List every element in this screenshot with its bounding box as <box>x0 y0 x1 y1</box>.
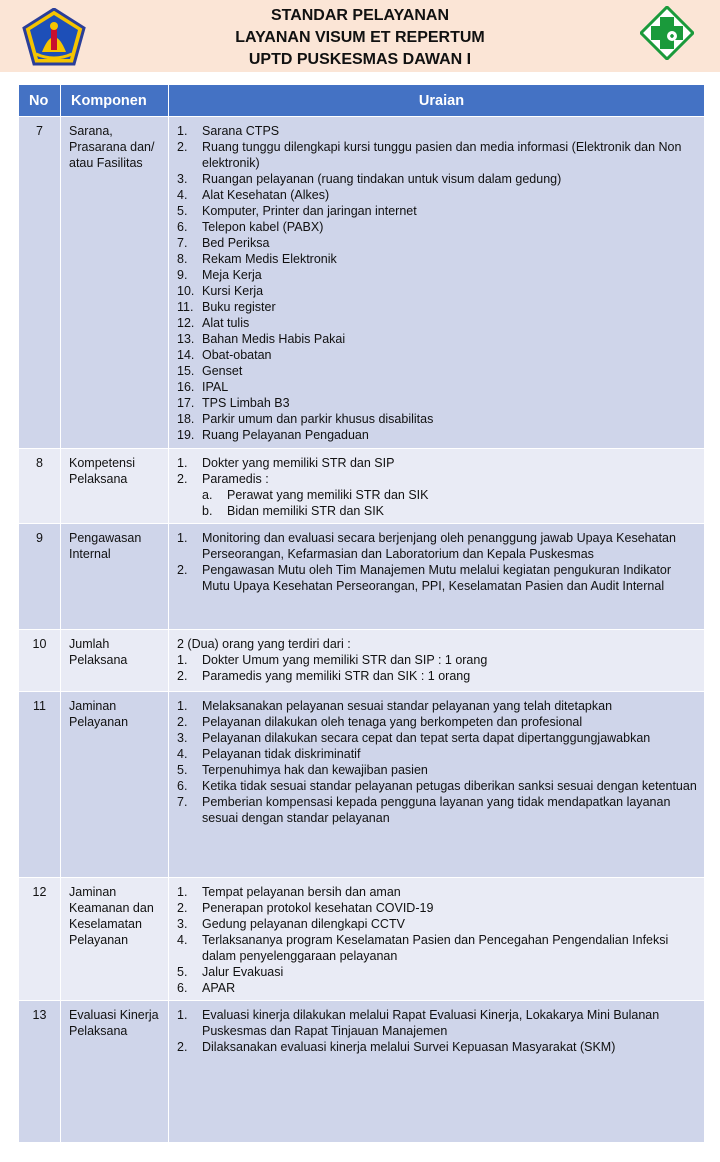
list-item-number: 3. <box>177 731 188 745</box>
list-item-number: 2. <box>177 669 188 683</box>
list-item <box>177 251 698 267</box>
row-number: 8 <box>19 449 61 524</box>
list-item <box>177 427 698 443</box>
list-item-text: Dokter yang memiliki STR dan SIP <box>202 456 395 470</box>
list-item-number: 8. <box>177 252 188 266</box>
page-header <box>0 0 720 72</box>
list-item <box>177 932 698 964</box>
list-item-number: 6. <box>177 220 188 234</box>
list-item <box>177 299 698 315</box>
list-item-number: 5. <box>177 763 188 777</box>
column-header-komponen: Komponen <box>61 85 169 117</box>
list-item-text: Sarana CTPS <box>202 124 280 138</box>
list-item-text: Ruang Pelayanan Pengaduan <box>202 428 369 442</box>
puskesmas-logo-icon <box>640 6 694 60</box>
list-item <box>177 203 698 219</box>
sublist-item-letter: b. <box>202 504 213 518</box>
list-item-text: Pelayanan tidak diskriminatif <box>202 747 361 761</box>
row-number: 13 <box>19 1001 61 1143</box>
row-number: 12 <box>19 878 61 1001</box>
list-item-number: 1. <box>177 456 188 470</box>
list-item <box>177 123 698 139</box>
list-item <box>177 267 698 283</box>
list-item <box>177 187 698 203</box>
column-header-no: No <box>19 85 61 117</box>
list-item <box>177 171 698 187</box>
row-uraian <box>169 692 705 878</box>
title-line-2: LAYANAN VISUM ET REPERTUM <box>235 29 485 46</box>
list-item <box>177 235 698 251</box>
list-item-number: 2. <box>177 140 188 154</box>
list-item-number: 7. <box>177 236 188 250</box>
uraian-list <box>177 884 698 996</box>
list-item-text: Paramedis yang memiliki STR dan SIK : 1 orang <box>202 669 471 683</box>
row-number: 10 <box>19 630 61 692</box>
row-komponen: Evaluasi Kinerja Pelaksana <box>61 1001 169 1143</box>
list-item-text: IPAL <box>202 380 229 394</box>
row-number: 11 <box>19 692 61 878</box>
table-row <box>19 524 705 630</box>
row-komponen: Sarana, Prasarana dan/ atau Fasilitas <box>61 117 169 449</box>
uraian-list <box>177 455 698 487</box>
list-item-number: 19. <box>177 428 195 442</box>
row-uraian <box>169 117 705 449</box>
list-item-text: Terlaksananya program Keselamatan Pasien dan Pencegahan Pengendalian Infeksi dalam penyelenggaraan pelayanan <box>202 933 669 963</box>
uraian-list <box>177 123 698 443</box>
list-item <box>177 219 698 235</box>
list-item-text: APAR <box>202 981 236 995</box>
uraian-list <box>177 698 698 826</box>
list-item-number: 1. <box>177 124 188 138</box>
list-item <box>177 762 698 778</box>
list-item-text: Telepon kabel (PABX) <box>202 220 324 234</box>
list-item-text: Pemberian kompensasi kepada pengguna layanan yang tidak mendapatkan layanan sesuai dengan standar pelayanan <box>202 795 671 825</box>
row-number: 9 <box>19 524 61 630</box>
sublist-item <box>202 487 698 503</box>
list-item <box>177 411 698 427</box>
list-item-text: Alat Kesehatan (Alkes) <box>202 188 330 202</box>
list-item <box>177 395 698 411</box>
list-item <box>177 1039 698 1055</box>
list-item <box>177 778 698 794</box>
list-item-text: Meja Kerja <box>202 268 262 282</box>
list-item-number: 2. <box>177 563 188 577</box>
list-item-number: 1. <box>177 1008 188 1022</box>
list-item-number: 3. <box>177 172 188 186</box>
list-item <box>177 884 698 900</box>
list-item <box>177 980 698 996</box>
list-item-text: Evaluasi kinerja dilakukan melalui Rapat Evaluasi Kinerja, Lokakarya Mini Bulanan Puskesmas dan Rapat Tinjauan Manajemen <box>202 1008 660 1038</box>
row-komponen: Kompetensi Pelaksana <box>61 449 169 524</box>
list-item <box>177 471 698 487</box>
list-item-number: 1. <box>177 699 188 713</box>
list-item <box>177 455 698 471</box>
list-item-number: 1. <box>177 885 188 899</box>
table-row <box>19 449 705 524</box>
list-item-number: 1. <box>177 531 188 545</box>
column-header-uraian: Uraian <box>169 85 705 117</box>
list-item-number: 4. <box>177 933 188 947</box>
row-komponen: Jumlah Pelaksana <box>61 630 169 692</box>
row-uraian <box>169 449 705 524</box>
list-item-text: Monitoring dan evaluasi secara berjenjang oleh penanggung jawab Upaya Kesehatan Perseorangan, Kefarmasian dan Laboratorium dan Kepala Puskesmas <box>202 531 676 561</box>
list-item-text: Alat tulis <box>202 316 250 330</box>
list-item <box>177 746 698 762</box>
list-item-number: 14. <box>177 348 195 362</box>
list-item-number: 4. <box>177 747 188 761</box>
list-item-number: 5. <box>177 965 188 979</box>
list-item-number: 7. <box>177 795 188 809</box>
list-item-number: 11. <box>177 300 194 314</box>
list-item-text: Pelayanan dilakukan oleh tenaga yang berkompeten dan profesional <box>202 715 583 729</box>
title-line-1: STANDAR PELAYANAN <box>270 7 450 24</box>
list-item <box>177 714 698 730</box>
list-item <box>177 668 698 684</box>
list-item-number: 5. <box>177 204 188 218</box>
list-item <box>177 530 698 562</box>
list-item-number: 10. <box>177 284 195 298</box>
list-item <box>177 916 698 932</box>
list-item-text: Obat-obatan <box>202 348 272 362</box>
list-item <box>177 139 698 171</box>
list-item-number: 2. <box>177 715 188 729</box>
table-row <box>19 1001 705 1143</box>
list-item-text: Melaksanakan pelayanan sesuai standar pelayanan yang telah ditetapkan <box>202 699 613 713</box>
list-item-number: 2. <box>177 1040 188 1054</box>
row-uraian <box>169 1001 705 1143</box>
list-item-number: 2. <box>177 901 188 915</box>
list-item <box>177 363 698 379</box>
list-item <box>177 331 698 347</box>
list-item <box>177 379 698 395</box>
list-item-number: 1. <box>177 653 188 667</box>
service-standard-table <box>18 84 705 1143</box>
table-row <box>19 630 705 692</box>
uraian-intro: 2 (Dua) orang yang terdiri dari : <box>177 637 351 651</box>
uraian-list <box>177 1007 698 1055</box>
list-item-number: 12. <box>177 316 195 330</box>
list-item-text: Jalur Evakuasi <box>202 965 284 979</box>
uraian-list <box>177 652 698 684</box>
list-item <box>177 562 698 594</box>
list-item-number: 6. <box>177 981 188 995</box>
list-item-text: Parkir umum dan parkir khusus disabilitas <box>202 412 434 426</box>
table-header-row <box>19 85 705 117</box>
table-row <box>19 117 705 449</box>
list-item-text: Bahan Medis Habis Pakai <box>202 332 346 346</box>
list-item <box>177 1007 698 1039</box>
sublist-item <box>202 503 698 519</box>
list-item <box>177 283 698 299</box>
list-item-number: 13. <box>177 332 195 346</box>
list-item-text: Ketika tidak sesuai standar pelayanan petugas diberikan sanksi sesuai dengan ketentuan <box>202 779 697 793</box>
sublist-item-text: Perawat yang memiliki STR dan SIK <box>227 488 429 502</box>
list-item-text: Penerapan protokol kesehatan COVID-19 <box>202 901 434 915</box>
title-line-3: UPTD PUSKESMAS DAWAN I <box>248 51 472 68</box>
list-item-text: Komputer, Printer dan jaringan internet <box>202 204 417 218</box>
row-uraian <box>169 630 705 692</box>
list-item-text: TPS Limbah B3 <box>202 396 290 410</box>
list-item <box>177 652 698 668</box>
uraian-list <box>177 530 698 594</box>
list-item-number: 17. <box>177 396 195 410</box>
list-item-text: Dilaksanakan evaluasi kinerja melalui Survei Kepuasan Masyarakat (SKM) <box>202 1040 616 1054</box>
sublist-item-letter: a. <box>202 488 213 502</box>
list-item-number: 2. <box>177 472 188 486</box>
list-item <box>177 698 698 714</box>
row-komponen: Pengawasan Internal <box>61 524 169 630</box>
list-item-text: Genset <box>202 364 243 378</box>
list-item-number: 3. <box>177 917 188 931</box>
list-item-text: Ruangan pelayanan (ruang tindakan untuk visum dalam gedung) <box>202 172 562 186</box>
list-item-text: Dokter Umum yang memiliki STR dan SIP : 1 orang <box>202 653 488 667</box>
list-item-text: Tempat pelayanan bersih dan aman <box>202 885 401 899</box>
list-item <box>177 964 698 980</box>
row-komponen: Jaminan Pelayanan <box>61 692 169 878</box>
list-item-number: 15. <box>177 364 195 378</box>
row-uraian <box>169 524 705 630</box>
list-item-text: Buku register <box>202 300 276 314</box>
row-uraian <box>169 878 705 1001</box>
list-item-text: Kursi Kerja <box>202 284 264 298</box>
list-item-text: Terpenuhimya hak dan kewajiban pasien <box>202 763 428 777</box>
list-item-text: Paramedis : <box>202 472 269 486</box>
list-item <box>177 900 698 916</box>
list-item-number: 16. <box>177 380 195 394</box>
list-item-number: 4. <box>177 188 188 202</box>
list-item-number: 9. <box>177 268 188 282</box>
table-row <box>19 692 705 878</box>
list-item-number: 6. <box>177 779 188 793</box>
list-item <box>177 794 698 826</box>
list-item <box>177 315 698 331</box>
list-item-text: Pelayanan dilakukan secara cepat dan tepat serta dapat dipertanggungjawabkan <box>202 731 651 745</box>
table-row <box>19 878 705 1001</box>
regency-emblem-icon <box>22 8 86 66</box>
list-item <box>177 347 698 363</box>
list-item <box>177 730 698 746</box>
uraian-sublist <box>202 487 698 519</box>
list-item-text: Rekam Medis Elektronik <box>202 252 337 266</box>
list-item-text: Ruang tunggu dilengkapi kursi tunggu pasien dan media informasi (Elektronik dan Non elektronik) <box>202 140 682 170</box>
row-komponen: Jaminan Keamanan dan Keselamatan Pelayanan <box>61 878 169 1001</box>
list-item-number: 18. <box>177 412 195 426</box>
sublist-item-text: Bidan memiliki STR dan SIK <box>227 504 385 518</box>
list-item-text: Pengawasan Mutu oleh Tim Manajemen Mutu melalui kegiatan pengukuran Indikator Mutu Upaya Kesehatan Perseorangan, PPI, Keselamatan Pasien dan Audit Internal <box>202 563 672 593</box>
row-number: 7 <box>19 117 61 449</box>
list-item-text: Gedung pelayanan dilengkapi CCTV <box>202 917 405 931</box>
list-item-text: Bed Periksa <box>202 236 270 250</box>
